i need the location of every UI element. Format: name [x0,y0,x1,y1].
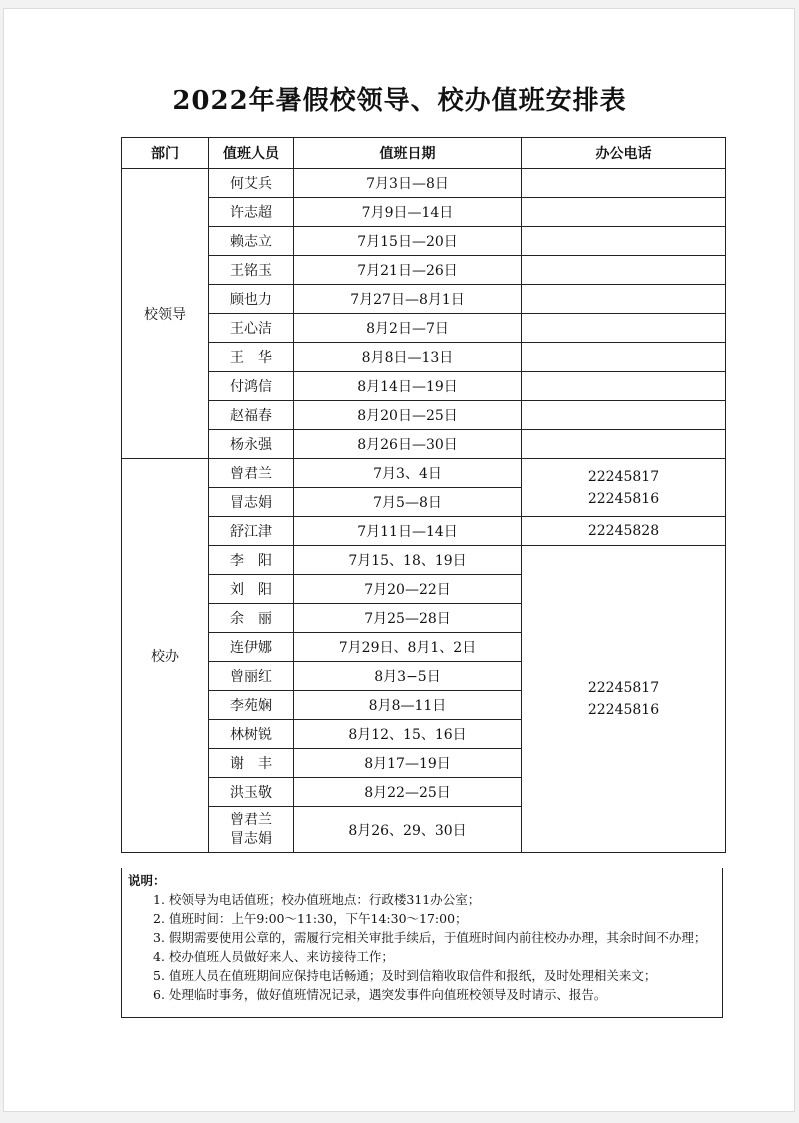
phone-empty [522,227,726,256]
phone-number: 22245817 [587,680,660,696]
person-name: 曾君兰 [209,459,294,488]
duty-date: 7月5—8日 [294,488,522,517]
note-item: 1. 校领导为电话值班；校办值班地点：行政楼311办公室； [153,892,481,907]
notes-title: 说明： [128,873,166,888]
duty-date: 7月25—28日 [294,604,522,633]
table-row [122,169,726,198]
table-row [122,256,726,285]
person-name: 王心洁 [209,314,294,343]
note-item: 3. 假期需要使用公章的，需履行完相关审批手续后，于值班时间内前往校办办理，其余时间不办理； [153,930,707,945]
table-row [122,459,726,488]
phone-empty [522,401,726,430]
phone-empty [522,343,726,372]
table-row [122,314,726,343]
person-name: 赵福春 [209,401,294,430]
dept-leaders: 校领导 [122,169,209,459]
duty-date: 8月12、15、16日 [294,720,522,749]
duty-date: 7月3、4日 [294,459,522,488]
person-name: 赖志立 [209,227,294,256]
duty-date: 7月15日—20日 [294,227,522,256]
person-name: 林树锐 [209,720,294,749]
dept-office: 校办 [122,459,209,853]
person-name-pair [209,807,294,853]
table-row [122,546,726,575]
person-name: 许志超 [209,198,294,227]
table-row [122,285,726,314]
phone-number: 22245816 [587,702,660,718]
person-name: 李 阳 [209,546,294,575]
duty-date: 7月3日—8日 [294,169,522,198]
table-row [122,401,726,430]
person-name: 王 华 [209,343,294,372]
duty-date: 7月27日—8月1日 [294,285,522,314]
person-name: 顾也力 [209,285,294,314]
phone-empty [522,169,726,198]
person-name: 李苑娴 [209,691,294,720]
person-name: 刘 阳 [209,575,294,604]
office-phone-group-1 [522,459,726,517]
note-item: 5. 值班人员在值班期间应保持电话畅通；及时到信箱收取信件和报纸，及时处理相关来文； [153,968,657,983]
header-person: 值班人员 [209,138,294,169]
duty-date: 8月20日—25日 [294,401,522,430]
person-name: 谢 丰 [209,749,294,778]
duty-date: 8月26日—30日 [294,430,522,459]
notes-section [121,868,723,1018]
duty-date: 7月9日—14日 [294,198,522,227]
table-row [122,343,726,372]
phone-number: 22245817 [587,468,660,485]
phone-empty [522,285,726,314]
person-name: 舒江津 [209,517,294,546]
page-title: 2022年暑假校领导、校办值班安排表 [172,86,627,116]
table-row [122,198,726,227]
phone-empty [522,430,726,459]
header-row [122,138,726,169]
phone-empty [522,314,726,343]
header-date: 值班日期 [294,138,522,169]
duty-date: 8月2日—7日 [294,314,522,343]
office-phone-group-2: 22245828 [522,517,726,546]
duty-date: 8月22—25日 [294,778,522,807]
person-name: 连伊娜 [209,633,294,662]
table-row [122,227,726,256]
duty-date: 7月21日—26日 [294,256,522,285]
table-row [122,372,726,401]
table-row [122,430,726,459]
person-name: 何艾兵 [209,169,294,198]
duty-date: 8月17—19日 [294,749,522,778]
duty-date: 7月29日、8月1、2日 [294,633,522,662]
phone-empty [522,256,726,285]
header-dept: 部门 [122,138,209,169]
duty-date: 8月14日—19日 [294,372,522,401]
duty-date: 7月11日—14日 [294,517,522,546]
duty-date: 8月3−5日 [294,662,522,691]
duty-date: 7月15、18、19日 [294,546,522,575]
duty-date: 8月8—11日 [294,691,522,720]
office-phone-group-3 [522,546,726,853]
person-name: 洪玉敬 [209,778,294,807]
person-name: 王铭玉 [209,256,294,285]
duty-date: 7月20—22日 [294,575,522,604]
person-name: 冒志娟 [209,488,294,517]
note-item: 2. 值班时间：上午9:00～11:30，下午14:30～17:00； [153,911,468,926]
phone-empty [522,198,726,227]
duty-date: 8月26、29、30日 [294,807,522,853]
person-name: 冒志娟 [230,830,272,847]
duty-table [121,137,726,853]
note-item: 6. 处理临时事务，做好值班情况记录，遇突发事件向值班校领导及时请示、报告。 [153,987,607,1002]
person-name: 余 丽 [209,604,294,633]
person-name: 付鸿信 [209,372,294,401]
phone-empty [522,372,726,401]
person-name: 曾君兰 [230,811,272,828]
person-name: 曾丽红 [209,662,294,691]
header-phone: 办公电话 [522,138,726,169]
duty-date: 8月8日—13日 [294,343,522,372]
table-row [122,517,726,546]
person-name: 杨永强 [209,430,294,459]
phone-number: 22245816 [587,490,660,507]
note-item: 4. 校办值班人员做好来人、来访接待工作； [153,949,394,964]
